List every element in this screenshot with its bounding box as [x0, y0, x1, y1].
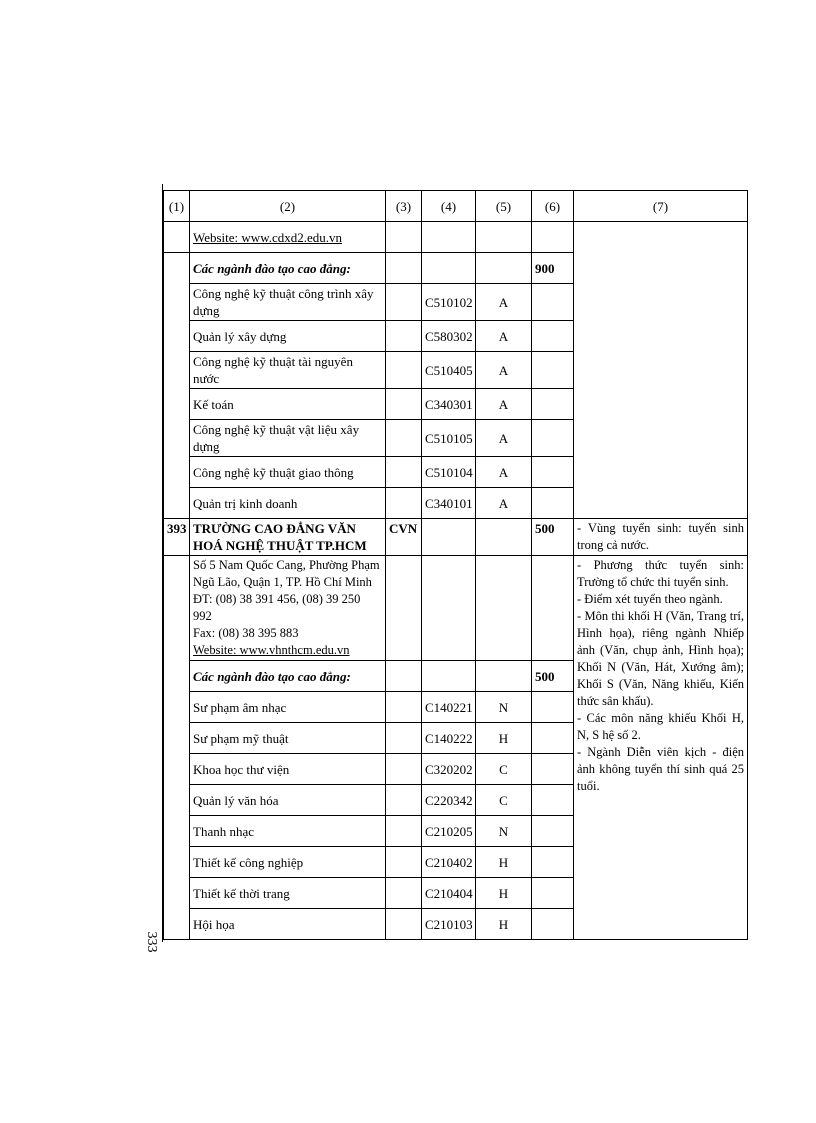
program-name: Quản lý văn hóa: [190, 785, 386, 816]
program-block: H: [476, 878, 532, 909]
school-address: Số 5 Nam Quốc Cang, Phường Phạm Ngũ Lão, Quận 1, TP. Hồ Chí Minh: [193, 558, 380, 589]
program-name: Sư phạm mỹ thuật: [190, 723, 386, 754]
program-code: C210205: [422, 816, 476, 847]
program-code: C510104: [422, 457, 476, 488]
program-name: Thanh nhạc: [190, 816, 386, 847]
note-subjects: - Môn thi khối H (Văn, Trang trí, Hình họa), riêng ngành Nhiếp ảnh (Văn, chụp ảnh, Hình họa); Khối N (Văn, Hát, Xướng âm); Khối S (Văn, Năng khiếu, Kiến thức sân khấu).: [577, 609, 744, 708]
notes-cell-empty: [574, 222, 748, 519]
school-row: [164, 519, 748, 556]
program-block: N: [476, 692, 532, 723]
program-block: C: [476, 785, 532, 816]
program-name: Công nghệ kỹ thuật tài nguyên nước: [190, 352, 386, 389]
section-label: Các ngành đào tạo cao đẳng:: [190, 253, 386, 284]
quota-value: 900: [532, 253, 574, 284]
section-quota: 500: [532, 661, 574, 692]
program-code: C320202: [422, 754, 476, 785]
note-scope: - Vùng tuyển sinh: tuyển sinh trong cả nước.: [574, 519, 748, 556]
school-quota: 500: [532, 519, 574, 556]
header-cell: (1): [164, 191, 190, 222]
website-link[interactable]: Website: www.cdxd2.edu.vn: [190, 222, 386, 253]
program-block: H: [476, 723, 532, 754]
program-code: C220342: [422, 785, 476, 816]
note-coefficient: - Các môn năng khiếu Khối H, N, S hệ số 2.: [577, 711, 744, 742]
program-block: A: [476, 284, 532, 321]
program-block: A: [476, 352, 532, 389]
school-contact: [190, 556, 386, 661]
page-number: 333: [144, 931, 159, 953]
program-code: C140222: [422, 723, 476, 754]
program-name: Sư phạm âm nhạc: [190, 692, 386, 723]
program-code: C340301: [422, 389, 476, 420]
program-block: A: [476, 321, 532, 352]
header-cell: (4): [422, 191, 476, 222]
header-cell: (7): [574, 191, 748, 222]
header-cell: (3): [386, 191, 422, 222]
school-website[interactable]: Website: www.vhnthcm.edu.vn: [193, 643, 350, 657]
school-fax: Fax: (08) 38 395 883: [193, 626, 299, 640]
header-row: [164, 191, 748, 222]
program-block: A: [476, 488, 532, 519]
program-code: C210402: [422, 847, 476, 878]
program-block: H: [476, 847, 532, 878]
program-block: C: [476, 754, 532, 785]
program-block: A: [476, 389, 532, 420]
program-name: Quản lý xây dựng: [190, 321, 386, 352]
program-name: Kế toán: [190, 389, 386, 420]
program-name: Quản trị kinh doanh: [190, 488, 386, 519]
note-score: - Điểm xét tuyển theo ngành.: [577, 592, 723, 606]
school-number: 393: [164, 519, 190, 556]
header-cell: (6): [532, 191, 574, 222]
program-name: Thiết kế công nghiệp: [190, 847, 386, 878]
program-block: H: [476, 909, 532, 940]
program-name: Công nghệ kỹ thuật công trình xây dựng: [190, 284, 386, 321]
section-label: Các ngành đào tạo cao đẳng:: [190, 661, 386, 692]
program-name: Khoa học thư viện: [190, 754, 386, 785]
program-code: C510105: [422, 420, 476, 457]
note-method: - Phương thức tuyển sinh: Trường tổ chức thi tuyển sinh.: [577, 558, 744, 589]
school-contact-row: [164, 556, 748, 661]
program-code: C210404: [422, 878, 476, 909]
program-code: C510102: [422, 284, 476, 321]
program-code: C210103: [422, 909, 476, 940]
program-name: Công nghệ kỹ thuật vật liệu xây dựng: [190, 420, 386, 457]
notes-cell: [574, 556, 748, 940]
program-name: Công nghệ kỹ thuật giao thông: [190, 457, 386, 488]
header-cell: (2): [190, 191, 386, 222]
program-code: C510405: [422, 352, 476, 389]
program-code: C340101: [422, 488, 476, 519]
program-name: Thiết kế thời trang: [190, 878, 386, 909]
program-code: C580302: [422, 321, 476, 352]
program-block: A: [476, 457, 532, 488]
school-name: TRƯỜNG CAO ĐẲNG VĂN HOÁ NGHỆ THUẬT TP.HCM: [190, 519, 386, 556]
website-row: [164, 222, 748, 253]
program-name: Hội họa: [190, 909, 386, 940]
school-code: CVN: [386, 519, 422, 556]
program-code: C140221: [422, 692, 476, 723]
program-block: N: [476, 816, 532, 847]
header-cell: (5): [476, 191, 532, 222]
admissions-table: [163, 190, 748, 940]
school-phone: ĐT: (08) 38 391 456, (08) 39 250 992: [193, 592, 361, 623]
note-age: - Ngành Diễn viên kịch - điện ảnh không tuyển thí sinh quá 25 tuổi.: [577, 745, 744, 793]
program-block: A: [476, 420, 532, 457]
